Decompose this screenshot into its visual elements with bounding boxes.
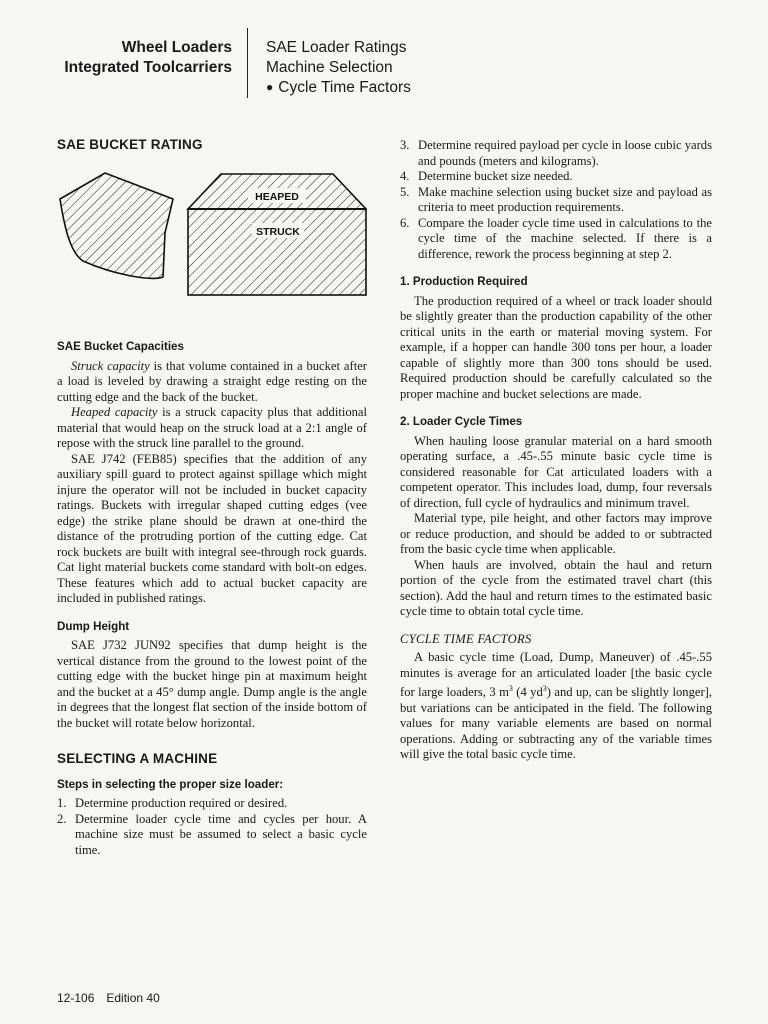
- heaped-capacity-text: is a struck capacity plus that additional material that would heap on the struck load at a 2:1 angle of repose with the struck line parallel to the ground.: [57, 405, 367, 450]
- bucket-rating-diagram: [57, 161, 367, 301]
- struck-capacity-text: is that volume contained in a bucket after a load is leveled by drawing a straight edge resting on the cutting edge and the back of the bucket.: [57, 358, 367, 404]
- steps-list-left: [57, 796, 367, 858]
- left-column: [57, 137, 367, 858]
- list-item: 6. Compare the loader cycle time used in calculations to the cycle time of the machine selected. If there is a difference, rework the process beginning at step 2.: [400, 215, 712, 261]
- list-item: 5. Make machine selection using bucket size and payload as criteria to meet production requirements.: [400, 184, 712, 214]
- header-divider: [247, 28, 248, 98]
- bucket-profile-shape: [60, 173, 173, 278]
- header-right: [266, 38, 411, 98]
- struck-capacity-shape: [188, 209, 366, 295]
- selecting-machine-title: SELECTING A MACHINE: [57, 751, 218, 766]
- bullet-icon: ●: [266, 80, 274, 94]
- edition-label: Edition 40: [106, 991, 160, 1005]
- header-topic-cycle-time: [266, 78, 411, 98]
- loader-cycle-times-title: 2. Loader Cycle Times: [400, 415, 523, 428]
- list-item: 4. Determine bucket size needed.: [400, 169, 573, 183]
- header-topic-ratings: SAE Loader Ratings: [266, 39, 407, 56]
- header-topic-selection: Machine Selection: [266, 59, 393, 76]
- cycle-time-factors-paragraph: A basic cycle time (Load, Dump, Maneuver) of .45-.55 minutes is average for an articulated loader [the basic cycle for large loaders, 3 $m^3$ (4 $yd^3$) and up, can be slightly longer], but variations can be anticipated in the field. The following values for many variable elements are based on normal operations. Adding or subtracting any of the variable times will give the total basic cycle time.: [400, 650, 712, 762]
- struck-capacity-paragraph: [57, 359, 367, 406]
- list-item: 1. Determine production required or desired.: [57, 796, 288, 810]
- sae-bucket-rating-title: SAE BUCKET RATING: [57, 137, 203, 152]
- steps-list-right: [400, 138, 712, 262]
- dump-height-title: Dump Height: [57, 619, 130, 633]
- struck-capacity-term: Struck capacity: [71, 358, 150, 373]
- dump-height-paragraph: SAE J732 JUN92 specifies that dump height is the vertical distance from the ground to the lowest point of the cutting edge with the bucket hinge pin at maximum height and the bucket at a 45° dump angle. Dump angle is the angle in degrees that the longest flat section of the inside bottom of the bucket will rotate below horizontal.: [57, 638, 367, 730]
- cycle-times-paragraph-3: When hauls are involved, obtain the haul and return portion of the cycle from the estimated travel chart (this section). Add the haul and return times to the estimated basic cycle time to obtain total cycle time.: [400, 557, 712, 618]
- heaped-label: HEAPED: [255, 190, 299, 203]
- list-item: 3. Determine required payload per cycle in loose cubic yards and pounds (meters and kilograms).: [400, 138, 712, 168]
- list-item: 2. Determine loader cycle time and cycles per hour. A machine size must be assumed to select a basic cycle time.: [57, 811, 367, 857]
- cycle-times-paragraph-1: When hauling loose granular material on a hard smooth operating surface, a .45-.55 minute basic cycle time is considered reasonable for Cat articulated loaders with a competent operator. This includes load, dump, four reversals of direction, full cycle of hydraulics and minimum travel.: [400, 433, 712, 510]
- heaped-capacity-paragraph: [57, 405, 367, 452]
- page-footer: [57, 991, 160, 1005]
- bucket-capacities-title: SAE Bucket Capacities: [57, 340, 184, 353]
- page-number: 12-106: [57, 991, 95, 1005]
- right-column: [400, 138, 712, 763]
- header-left: [40, 38, 232, 78]
- cycle-time-factors-title: CYCLE TIME FACTORS: [400, 631, 532, 646]
- heaped-capacity-term: Heaped capacity: [71, 405, 158, 419]
- struck-label: STRUCK: [256, 225, 300, 238]
- header-title-wheel-loaders: Wheel Loaders: [121, 39, 232, 56]
- header-title-toolcarriers: Integrated Toolcarriers: [64, 59, 232, 76]
- j742-paragraph: SAE J742 (FEB85) specifies that the addition of any auxiliary spill guard to protect against spillage which might injure the operator will not be included in bucket capacity ratings. Buckets with irregular shaped cutting edges (vee edge) the strike plane should be drawn at one-third the distance of the protruding portion of the cutting edge. Cat rock buckets are built with integral see-through rock guards. Cat light material buckets come standard with bolt-on edges. These features which add to actual bucket capacity are included in published ratings.: [57, 451, 367, 605]
- header-topic-cycle-time-label: Cycle Time Factors: [278, 79, 411, 96]
- production-required-title: 1. Production Required: [400, 275, 528, 288]
- production-required-paragraph: The production required of a wheel or track loader should be slightly greater than the production capability of the other critical units in the earth or material moving system. For example, if a hopper can handle 300 tons per hour, a loader capable of slightly more than 300 tons should be used. Required production should be carefully calculated so the proper machine and bucket selections are made.: [400, 293, 712, 401]
- cycle-times-paragraph-2: Material type, pile height, and other factors may improve or reduce production, and should be added to or subtracted from the basic cycle time when applicable.: [400, 511, 712, 556]
- steps-title: Steps in selecting the proper size loader:: [57, 777, 284, 791]
